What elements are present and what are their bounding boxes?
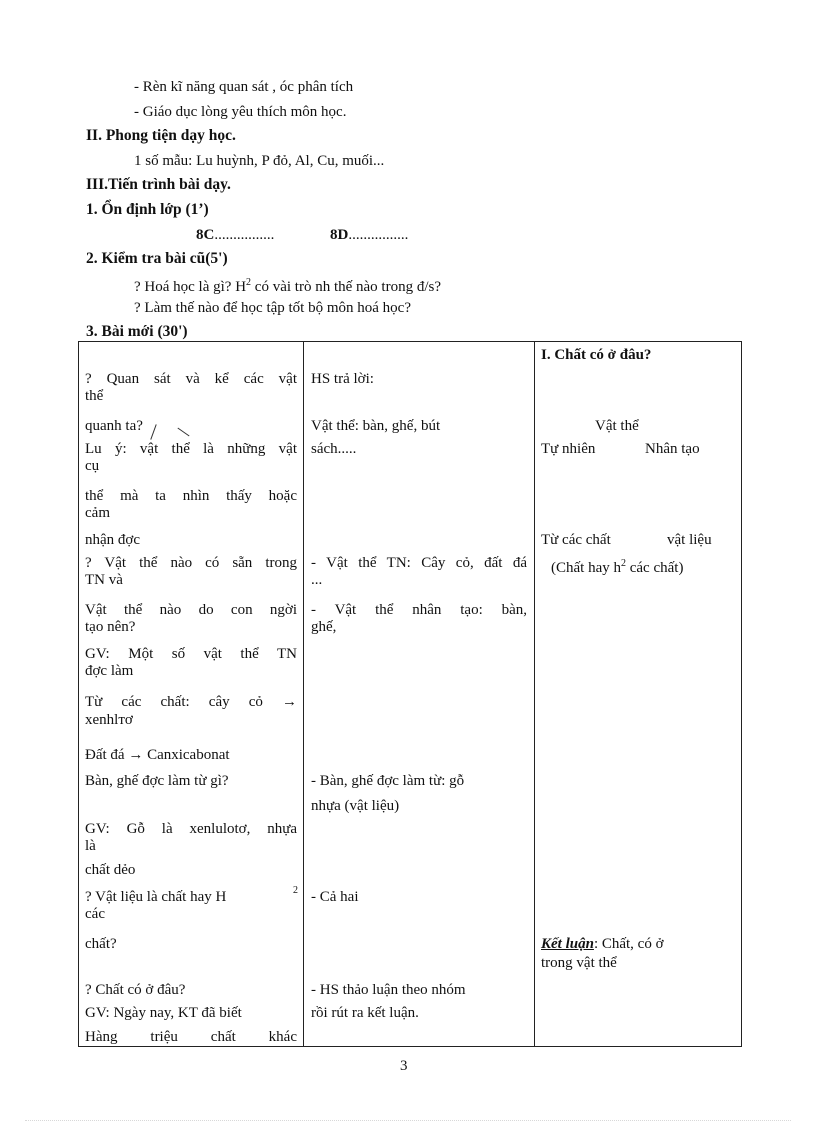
class-8d xyxy=(330,226,408,244)
content-tu-nhien: Tự nhiên xyxy=(541,441,596,457)
col1-line: GV: Gỗ là xenlulotơ, nhựa xyxy=(85,821,297,837)
pen-tick-mark xyxy=(150,424,156,439)
col2-line: nhựa (vật liệu) xyxy=(311,798,400,814)
step-2-title: 2. Kiểm tra bài cũ(5') xyxy=(86,250,228,267)
review-q1-text-b: có vài trò nh thế nào trong đ/s? xyxy=(251,279,442,295)
content-heading: I. Chất có ở đâu? xyxy=(541,347,652,363)
col1-line-material xyxy=(85,889,297,906)
teacher-column xyxy=(79,342,304,1047)
col2-line: ... xyxy=(311,572,323,588)
col1-line: TN và xyxy=(85,572,123,588)
col1-line: GV: Một số vật thể TN xyxy=(85,646,297,662)
col2-line: - Vật thể TN: Cây cỏ, đất đá xyxy=(311,555,527,571)
content-column xyxy=(535,342,742,1047)
col2-line: - Cả hai xyxy=(311,889,359,905)
col1-line: xenhlтơ xyxy=(85,712,133,728)
col2-line: - HS thảo luận theo nhóm xyxy=(311,982,466,998)
ket-luan-text: : Chất, có ở xyxy=(593,936,664,952)
step-3-title: 3. Bài mới (30') xyxy=(86,323,188,340)
col1-line: là xyxy=(85,838,96,854)
col2-line: HS trả lời: xyxy=(311,371,374,387)
col1-sup: 2 xyxy=(293,885,298,896)
section-3-title: III.Tiến trình bài dạy. xyxy=(86,176,231,193)
class-8c-dots: ................ xyxy=(214,227,275,243)
lesson-table xyxy=(78,341,742,1047)
col1-line: quanh ta? xyxy=(85,418,143,434)
objective-2: - Giáo dục lòng yêu thích môn học. xyxy=(134,104,347,120)
col1-line: GV: Ngày nay, KT đã biết xyxy=(85,1005,242,1021)
content-vat-lieu: vật liệu xyxy=(667,532,712,548)
col2-line: rồi rút ra kết luận. xyxy=(311,1005,419,1021)
pen-tick-mark xyxy=(177,428,189,437)
review-question-1 xyxy=(134,274,441,296)
step-1-title: 1. Ổn định lớp (1’) xyxy=(86,201,209,218)
class-8d-label: 8D xyxy=(330,227,349,243)
content-ket-luan xyxy=(541,936,735,953)
content-chat-hay xyxy=(551,555,683,577)
page-number: 3 xyxy=(400,1058,408,1074)
class-8c-label: 8C xyxy=(196,227,215,243)
content-chat-hay-sup: 2 xyxy=(620,558,626,569)
student-column xyxy=(304,342,535,1047)
col1-line: Bàn, ghế đợc làm từ gì? xyxy=(85,773,229,789)
col1-line: Từ các chất: cây cỏ → xyxy=(85,694,297,710)
objective-1: - Rèn kĩ năng quan sát , óc phân tích xyxy=(134,79,354,95)
col1-line: ? Quan sát và kể các vật xyxy=(85,371,297,387)
col1-line: thể mà ta nhìn thấy hoặc xyxy=(85,488,297,504)
col1-line: chất? xyxy=(85,936,117,952)
col1-line: cụ xyxy=(85,458,100,474)
col2-line: - Bàn, ghế đợc làm từ: gỗ xyxy=(311,773,465,789)
ket-luan-label: Kết luận xyxy=(541,936,594,952)
col1-line: tạo nên? xyxy=(85,619,136,635)
content-ket-luan-2: trong vật thể xyxy=(541,955,617,971)
class-8d-dots: ................ xyxy=(348,227,409,243)
col1-line: Hàng triệu chất khác xyxy=(85,1029,297,1045)
col1-line: thể xyxy=(85,388,104,404)
col1-line: ? Vật thể nào có sẵn trong xyxy=(85,555,297,571)
review-q1-sup: 2 xyxy=(246,277,252,288)
col2-line: sách..... xyxy=(311,441,357,457)
col1-line: chất dẻo xyxy=(85,862,136,878)
review-q1-text-a: ? Hoá học là gì? H xyxy=(134,279,247,295)
col2-line: Vật thể: bàn, ghế, bút xyxy=(311,418,441,434)
footer-rule xyxy=(25,1120,791,1121)
content-chat-hay-a: (Chất hay h xyxy=(551,560,621,576)
content-tu-cac-chat: Từ các chất xyxy=(541,532,611,548)
content-vat-the: Vật thể xyxy=(595,418,639,434)
col1-line: Lu ý: vật thể là những vật xyxy=(85,441,297,457)
col1-line: các xyxy=(85,906,105,922)
col1-line: nhận đợc xyxy=(85,532,140,548)
col1-line: Vật thể nào do con ngời xyxy=(85,602,297,618)
col2-line: ghế, xyxy=(311,619,337,635)
review-question-2: ? Làm thế nào để học tập tốt bộ môn hoá học? xyxy=(134,300,411,316)
section-2-content: 1 số mẫu: Lu huỳnh, P đỏ, Al, Cu, muối... xyxy=(134,153,385,169)
class-8c xyxy=(196,226,274,244)
section-2-title: II. Phong tiện dạy học. xyxy=(86,127,236,144)
col1-line: Đất đá → Canxicabonat xyxy=(85,747,230,763)
col1-material-text: ? Vật liệu là chất hay H xyxy=(85,889,227,905)
content-nhan-tao: Nhân tạo xyxy=(645,441,700,457)
col1-line: đợc làm xyxy=(85,663,134,679)
col1-line: ? Chất có ở đâu? xyxy=(85,982,186,998)
content-chat-hay-b: các chất) xyxy=(625,560,684,576)
col2-line: - Vật thể nhân tạo: bàn, xyxy=(311,602,527,618)
col1-line: cảm xyxy=(85,505,110,521)
